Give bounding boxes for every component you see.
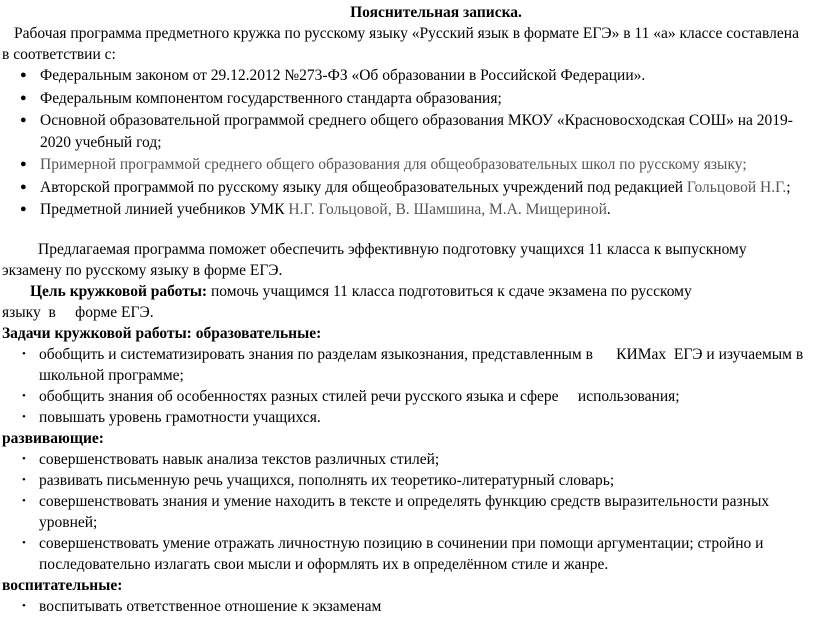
task-text: обобщить знания об особенностях разных стилей речи русского языка и сфере использования;	[39, 387, 680, 405]
law-item	[2, 88, 810, 110]
dev-heading: развивающие:	[2, 429, 104, 447]
list-item	[2, 596, 810, 617]
goal-label: Цель кружковой работы:	[30, 282, 208, 300]
punct: ;	[786, 178, 791, 196]
bullet-icon: •	[22, 536, 26, 549]
law-item	[2, 199, 810, 221]
doc-title: Пояснительная записка.	[350, 4, 522, 21]
edu-list	[2, 344, 810, 428]
goal-line	[2, 281, 810, 302]
author-name: Гольцовой Н.Г.	[686, 178, 787, 196]
goal-line-2: языку в форме ЕГЭ.	[2, 303, 154, 321]
list-item	[2, 344, 810, 386]
vos-list	[2, 596, 810, 617]
list-item	[2, 449, 810, 470]
bullet-icon: ●	[20, 114, 27, 126]
law-item	[2, 65, 810, 87]
intro-paragraph: Рабочая программа предметного кружка по русскому языку «Русский язык в формате ЕГЭ» в 11 «а» классе составлена в соответствии с:	[2, 25, 799, 63]
law-item	[2, 154, 810, 176]
list-item	[2, 470, 810, 491]
bullet-icon: •	[22, 599, 26, 612]
proposal-paragraph: Предлагаемая программа поможет обеспечить эффективную подготовку учащихся 11 класса к выпускному экзамену по русскому языку в форме ЕГЭ.	[2, 240, 747, 279]
law-text: Авторской программой по русскому языку для общеобразовательных учреждений под редакцией	[40, 178, 687, 196]
bullet-icon: •	[22, 410, 26, 423]
bullet-icon: ●	[20, 91, 27, 104]
list-item	[2, 533, 810, 575]
law-text: Основной образовательной программой среднего общего образования МКОУ «Красновосходская СОШ» на 2019-2020 учебный год;	[40, 112, 793, 151]
bullet-icon: •	[22, 494, 26, 507]
author-names: Н.Г. Гольцовой, В. Шамшина, М.А. Мищериной	[288, 201, 607, 218]
law-text: Федеральным законом от 29.12.2012 №273-ФЗ «Об образовании в Российской Федерации».	[40, 67, 646, 84]
bullet-icon: •	[22, 347, 26, 360]
law-text: Примерной программой среднего общего образования для общеобразовательных школ по русскому языку;	[40, 156, 747, 173]
task-text: совершенствовать навык анализа текстов различных стилей;	[39, 450, 440, 468]
bullet-icon: ●	[20, 203, 27, 215]
bullet-icon: ●	[20, 69, 27, 81]
bullet-icon: •	[22, 389, 26, 402]
list-item	[2, 386, 810, 407]
law-item	[2, 177, 810, 199]
bullet-icon: ●	[20, 158, 27, 170]
vos-heading: воспитательные:	[2, 576, 123, 594]
task-text: развивать письменную речь учащихся, пополнять их теоретико-литературный словарь;	[39, 471, 615, 489]
task-text: совершенствовать знания и умение находить в тексте и определять функцию средств выразительности разных уровней;	[39, 492, 770, 531]
bullet-icon: •	[22, 452, 26, 465]
punct: .	[606, 201, 611, 218]
bullet-icon: ●	[20, 180, 27, 193]
list-item	[2, 491, 810, 533]
law-item	[2, 110, 810, 153]
goal-text: помочь учащимся 11 класса подготовиться к сдаче экзамена по русскому	[207, 282, 692, 300]
list-item	[2, 407, 810, 428]
law-list	[2, 65, 810, 221]
task-text: совершенствовать умение отражать личностную позицию в сочинении при помощи аргументации; стройно и последовательно излагать свои мысли и оформлять их в определённом стиле и жанре.	[39, 534, 764, 573]
task-text: обобщить и систематизировать знания по разделам языкознания, представленным в КИМах ЕГЭ и изучаемым в школьной программе;	[39, 345, 808, 384]
bullet-icon: •	[22, 473, 26, 486]
law-text: Федеральным компонентом государственного стандарта образования;	[40, 89, 502, 107]
task-text: повышать уровень грамотности учащихся.	[39, 408, 321, 426]
tasks-heading: Задачи кружковой работы: образовательные:	[2, 324, 322, 342]
task-text: воспитывать ответственное отношение к экзаменам	[39, 597, 382, 615]
law-text: Предметной линией учебников УМК	[40, 201, 289, 218]
